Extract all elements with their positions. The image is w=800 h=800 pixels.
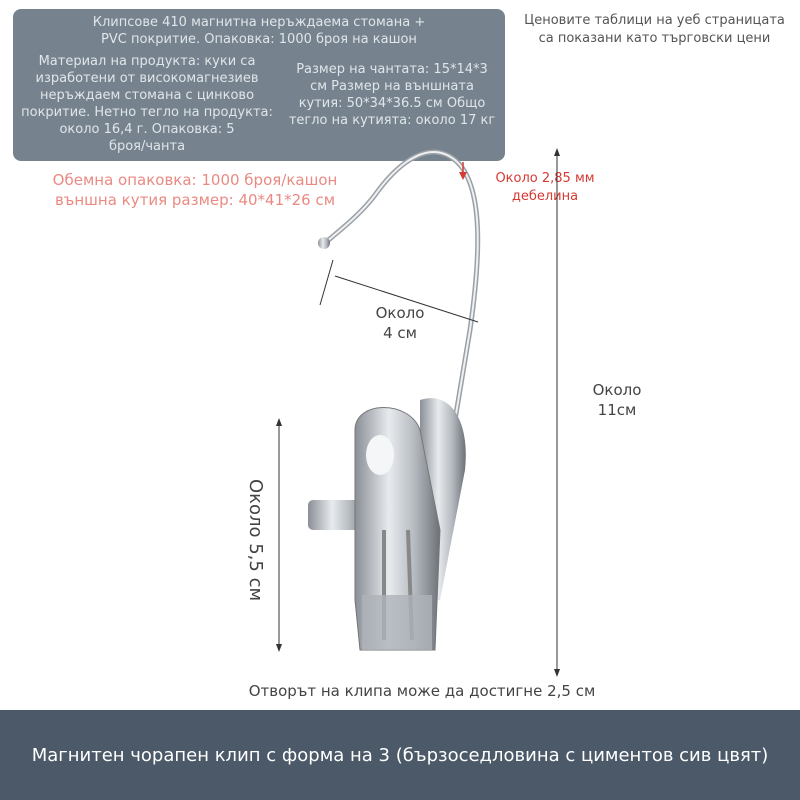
product-title: Магнитен чорапен клип с форма на 3 (бързоседловина с циментов сив цвят) — [31, 744, 769, 766]
bulk-packing: Обемна опаковка: 1000 броя/кашон външна кутия размер: 40*41*26 см — [52, 171, 338, 209]
overlay-material: Материал на продукта: куки са изработени от високомагнезиев неръждаем стомана с цинково покритие. Нетно тегло на продукта: около 16,4 г. Опаковка: 5 броя/чанта — [21, 54, 273, 154]
thickness-label: Около 2,85 мм дебелина — [495, 171, 595, 204]
total-height-label: Около 11см — [592, 381, 642, 419]
overlay-title: Клипсове 410 магнитна неръждаема стомана + PVC покритие. Опаковка: 1000 броя на кашон — [92, 15, 426, 47]
opening-label: Отворът на клипа може да достигне 2,5 см — [248, 682, 596, 700]
overlay-size: Размер на чантата: 15*14*3 см Размер на външната кутия: 50*34*36.5 см Общо тегло на кутията: около 17 кг — [288, 62, 496, 128]
price-note: Ценовите таблици на уеб страницата са показани като търговски цени — [524, 13, 785, 46]
product-title-banner — [0, 710, 800, 800]
hook-width-label: Около 4 см — [375, 304, 425, 342]
clip-height-label: Около 5,5 см — [245, 478, 266, 602]
